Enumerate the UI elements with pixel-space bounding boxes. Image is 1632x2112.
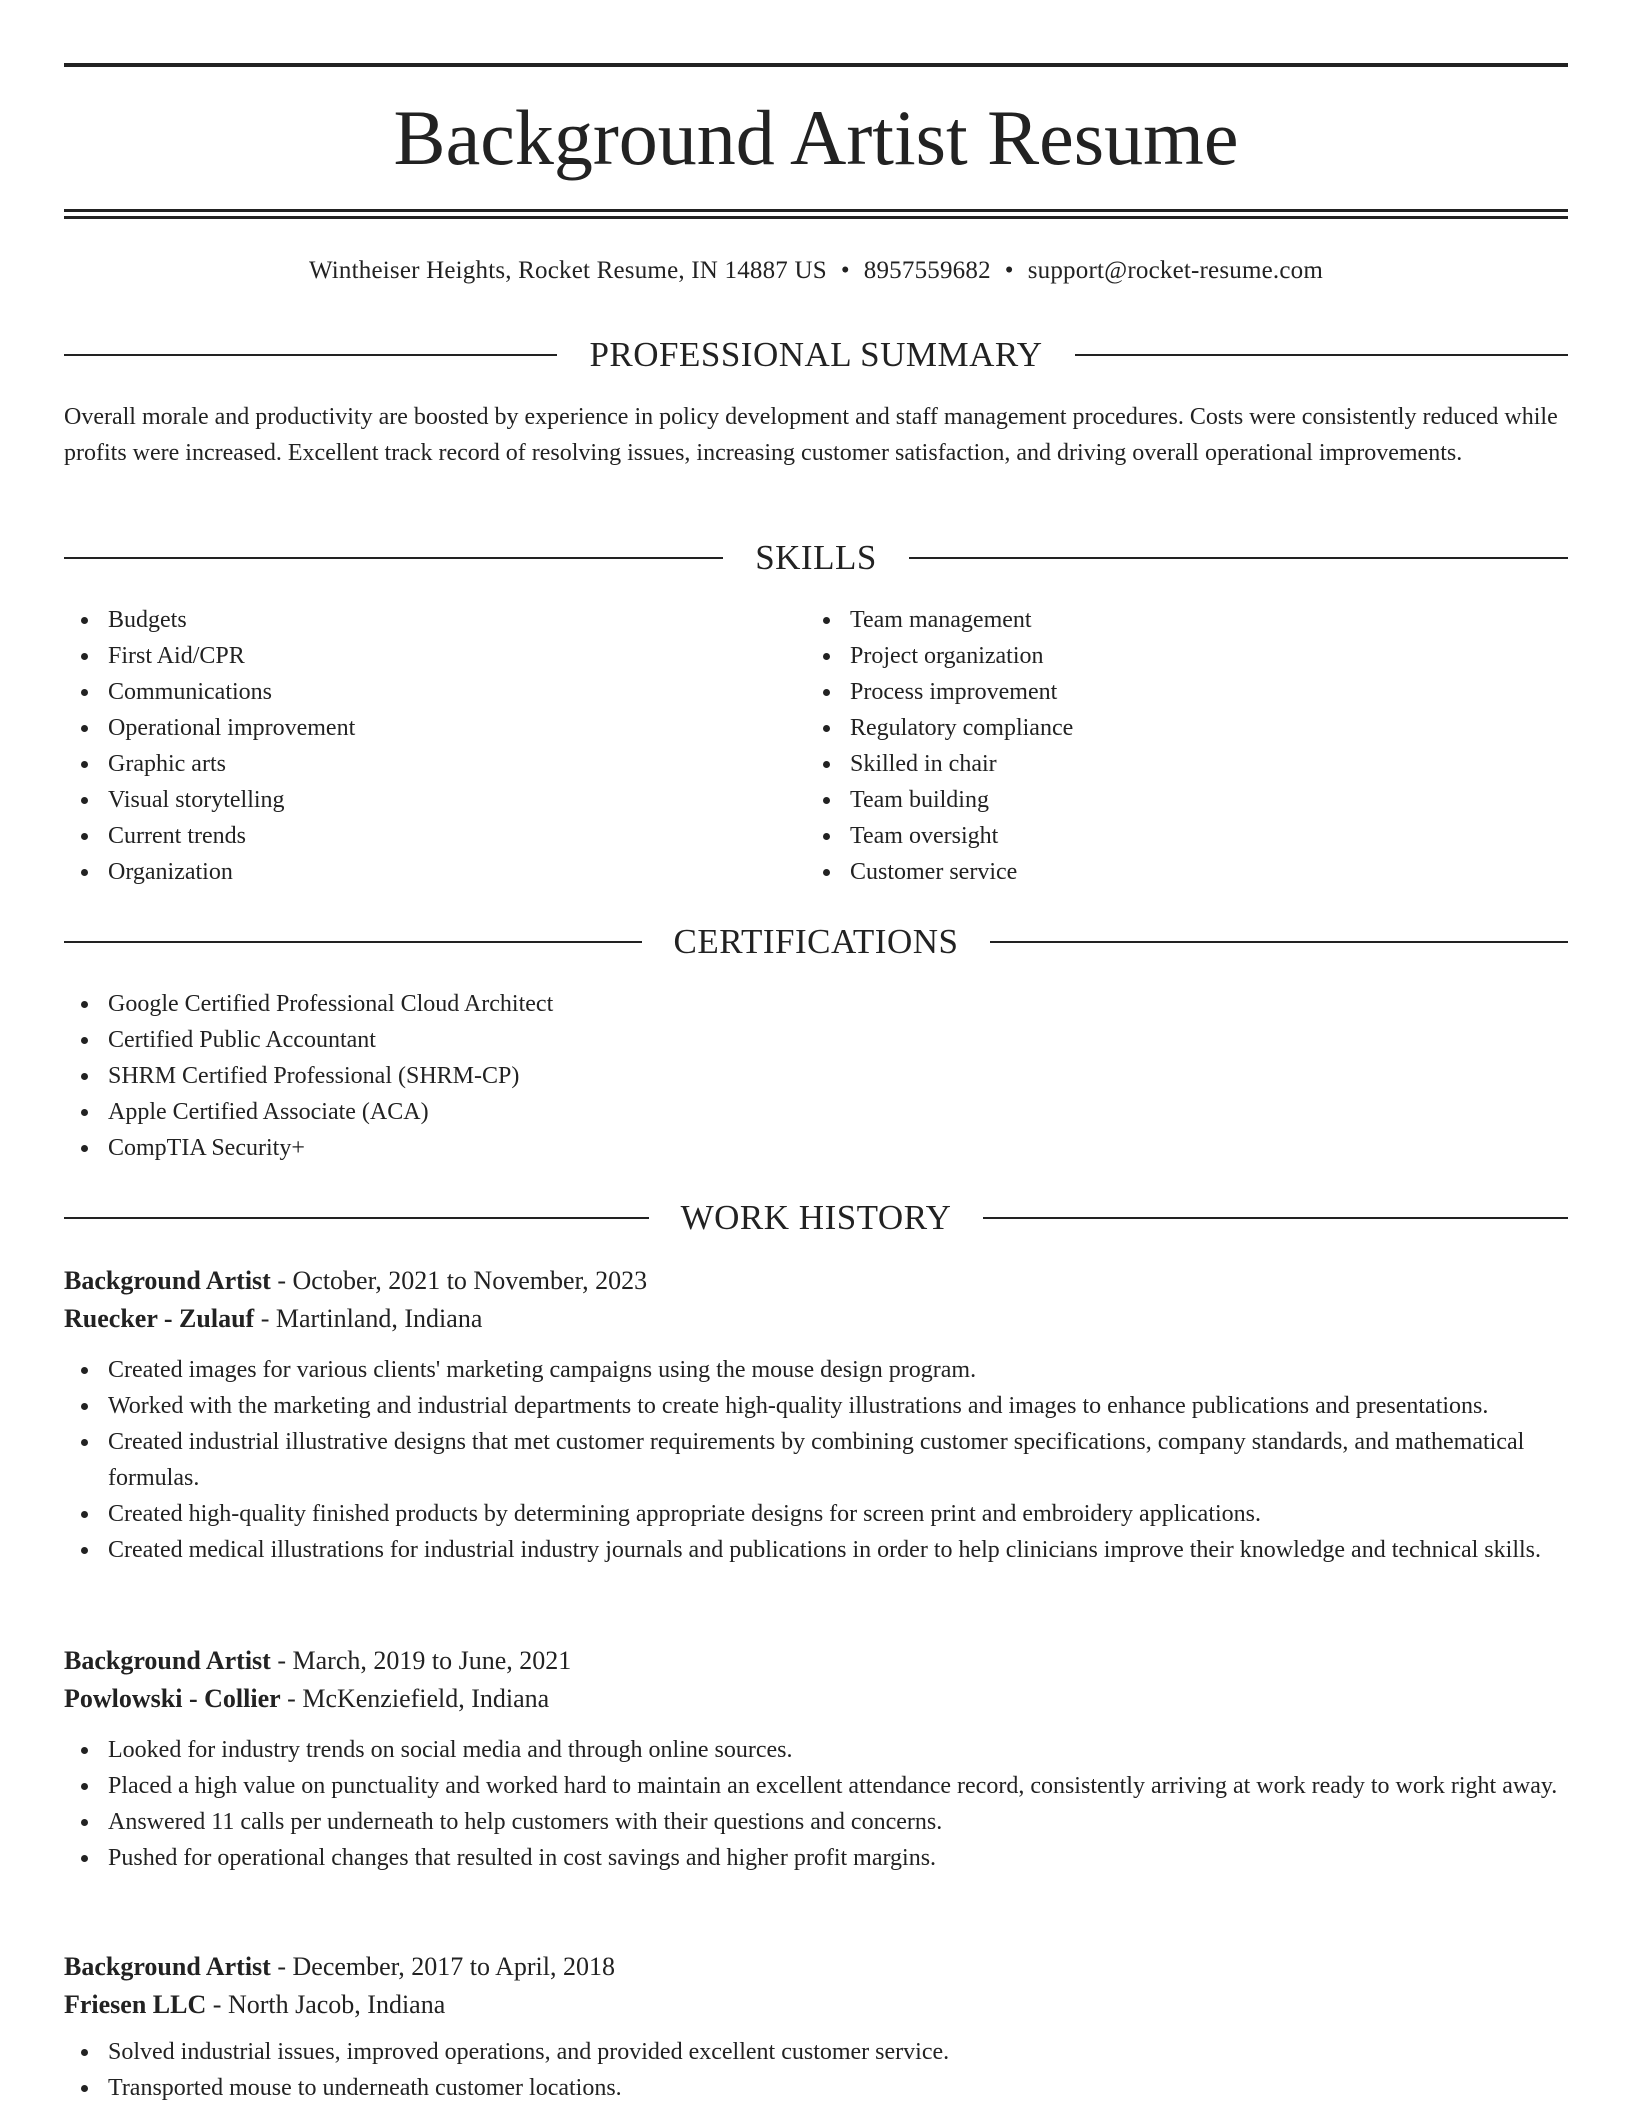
contact-email: support@rocket-resume.com bbox=[1027, 257, 1324, 284]
certification-item: Certified Public Accountant bbox=[64, 1022, 1564, 1058]
job-bullet: Placed a high value on punctuality and worked hard to maintain an excellent attendance record, consistently arriving at work ready to work right away. bbox=[64, 1768, 1568, 1804]
section-title-skills: SKILLS bbox=[755, 538, 877, 577]
section-header-certifications bbox=[64, 919, 1568, 965]
skill-item: Project organization bbox=[806, 638, 1566, 674]
skill-item: Communications bbox=[64, 674, 804, 710]
job-company: Friesen LLC bbox=[64, 1990, 207, 2019]
section-rule-right bbox=[990, 941, 1568, 943]
certifications-list bbox=[64, 986, 1564, 1166]
job-bullet: Solved industrial issues, improved operations, and provided excellent customer service. bbox=[64, 2034, 1568, 2070]
contact-line bbox=[64, 254, 1568, 288]
skills-list-right bbox=[806, 602, 1566, 890]
certification-item: CompTIA Security+ bbox=[64, 1130, 1564, 1166]
job-entry bbox=[64, 1642, 1568, 1876]
certification-item: Google Certified Professional Cloud Architect bbox=[64, 986, 1564, 1022]
job-bullet: Pushed for operational changes that resulted in cost savings and higher profit margins. bbox=[64, 1840, 1568, 1876]
job-company: Powlowski - Collier bbox=[64, 1684, 281, 1713]
contact-address: Wintheiser Heights, Rocket Resume, IN 14887 US bbox=[308, 257, 827, 284]
skill-item: Current trends bbox=[64, 818, 804, 854]
job-entry bbox=[64, 1262, 1568, 1568]
skill-item: Organization bbox=[64, 854, 804, 890]
section-rule-left bbox=[64, 354, 557, 356]
job-bullet: Created images for various clients' marketing campaigns using the mouse design program. bbox=[64, 1352, 1568, 1388]
skill-item: Regulatory compliance bbox=[806, 710, 1566, 746]
section-rule-right bbox=[1075, 354, 1568, 356]
section-header-skills bbox=[64, 535, 1568, 581]
professional-summary-text: Overall morale and productivity are boosted by experience in policy development and staff management procedures. Costs were consistently reduced while profits were increased. Excellent track record of resolving issues, increasing customer satisfaction, and driving overall operational improvements. bbox=[64, 404, 1558, 466]
skill-item: Team management bbox=[806, 602, 1566, 638]
job-company-line: Powlowski - Collier - McKenziefield, Indiana bbox=[64, 1684, 550, 1713]
job-bullet: Answered 11 calls per underneath to help customers with their questions and concerns. bbox=[64, 1804, 1568, 1840]
title-rule-lower bbox=[64, 216, 1568, 219]
job-bullet: Worked with the marketing and industrial departments to create high-quality illustrations and images to enhance publications and presentations. bbox=[64, 1388, 1568, 1424]
resume-title: Background Artist Resume bbox=[393, 94, 1239, 181]
certification-item: SHRM Certified Professional (SHRM-CP) bbox=[64, 1058, 1564, 1094]
job-company-line: Friesen LLC - North Jacob, Indiana bbox=[64, 1990, 446, 2019]
job-bullets bbox=[64, 1352, 1568, 1568]
section-rule-left bbox=[64, 941, 642, 943]
skill-item: Customer service bbox=[806, 854, 1566, 890]
section-title-summary: PROFESSIONAL SUMMARY bbox=[589, 335, 1043, 374]
job-bullets bbox=[64, 2034, 1568, 2106]
section-rule-left bbox=[64, 1217, 649, 1219]
section-title-work-history: WORK HISTORY bbox=[680, 1198, 952, 1237]
skill-item: Process improvement bbox=[806, 674, 1566, 710]
section-rule-right bbox=[983, 1217, 1568, 1219]
job-bullet: Created medical illustrations for industrial industry journals and publications in order to help clinicians improve their knowledge and technical skills. bbox=[64, 1532, 1568, 1568]
skill-item: First Aid/CPR bbox=[64, 638, 804, 674]
job-dates: December, 2017 to April, 2018 bbox=[292, 1952, 615, 1981]
contact-separator: • bbox=[1004, 257, 1014, 284]
skill-item: Team oversight bbox=[806, 818, 1566, 854]
job-dates: March, 2019 to June, 2021 bbox=[292, 1646, 572, 1675]
job-location: North Jacob, Indiana bbox=[227, 1990, 446, 2019]
skill-item: Team building bbox=[806, 782, 1566, 818]
job-bullets bbox=[64, 1732, 1568, 1876]
job-location: Martinland, Indiana bbox=[275, 1304, 483, 1333]
job-company-line: Ruecker - Zulauf - Martinland, Indiana bbox=[64, 1304, 483, 1333]
job-bullet: Created industrial illustrative designs that met customer requirements by combining customer specifications, company standards, and mathematical formulas. bbox=[64, 1424, 1568, 1496]
skill-item: Budgets bbox=[64, 602, 804, 638]
section-header-work-history bbox=[64, 1195, 1568, 1241]
job-dates: October, 2021 to November, 2023 bbox=[292, 1266, 648, 1295]
job-bullet: Looked for industry trends on social media and through online sources. bbox=[64, 1732, 1568, 1768]
section-rule-left bbox=[64, 557, 723, 559]
job-title: Background Artist bbox=[64, 1952, 271, 1981]
job-entry bbox=[64, 1948, 1568, 2106]
contact-separator: • bbox=[840, 257, 850, 284]
certification-item: Apple Certified Associate (ACA) bbox=[64, 1094, 1564, 1130]
job-bullet: Created high-quality finished products by determining appropriate designs for screen print and embroidery applications. bbox=[64, 1496, 1568, 1532]
skills-list-left bbox=[64, 602, 804, 890]
top-rule bbox=[64, 63, 1568, 67]
section-title-certifications: CERTIFICATIONS bbox=[673, 922, 959, 961]
contact-phone: 8957559682 bbox=[863, 257, 991, 284]
title-rule-upper bbox=[64, 209, 1568, 212]
section-rule-right bbox=[909, 557, 1568, 559]
skill-item: Operational improvement bbox=[64, 710, 804, 746]
skill-item: Visual storytelling bbox=[64, 782, 804, 818]
job-bullet: Transported mouse to underneath customer locations. bbox=[64, 2070, 1568, 2106]
job-location: McKenziefield, Indiana bbox=[302, 1684, 550, 1713]
section-header-summary bbox=[64, 332, 1568, 378]
skill-item: Skilled in chair bbox=[806, 746, 1566, 782]
job-title: Background Artist bbox=[64, 1646, 271, 1675]
job-title: Background Artist bbox=[64, 1266, 271, 1295]
job-title-line: Background Artist - March, 2019 to June, 2021 bbox=[64, 1646, 572, 1675]
job-title-line: Background Artist - December, 2017 to April, 2018 bbox=[64, 1952, 615, 1981]
skill-item: Graphic arts bbox=[64, 746, 804, 782]
job-company: Ruecker - Zulauf bbox=[64, 1304, 255, 1333]
job-title-line: Background Artist - October, 2021 to November, 2023 bbox=[64, 1266, 648, 1295]
